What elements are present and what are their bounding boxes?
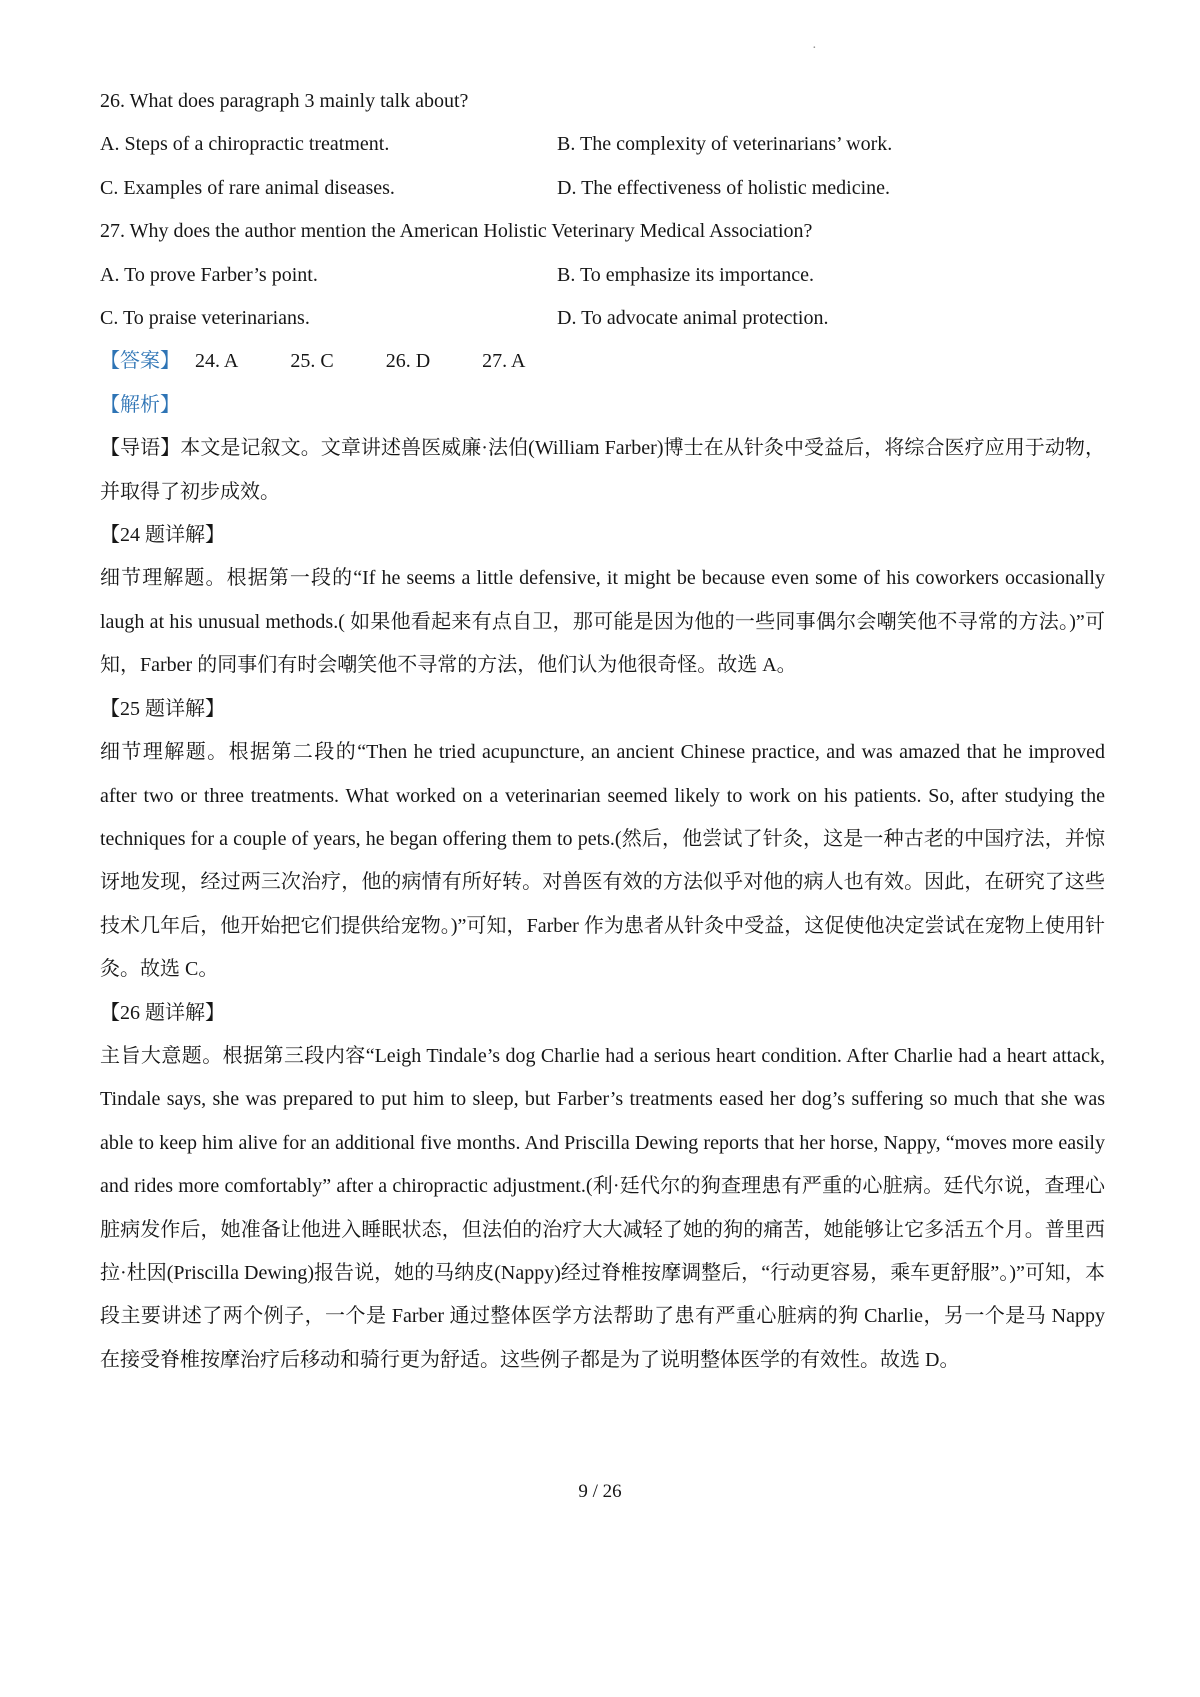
answer-27: 27. A <box>482 350 526 373</box>
question-27-option-b: B. To emphasize its importance. <box>557 263 815 286</box>
question-26-stem: 26. What does paragraph 3 mainly talk about? <box>100 90 469 112</box>
document-content <box>100 80 1105 1382</box>
analysis-tag: 【解析】 <box>100 393 180 416</box>
analysis-intro <box>100 427 1105 514</box>
question-27-option-a: A. To prove Farber’s point. <box>100 263 318 286</box>
section-24-heading: 【24 题详解】 <box>100 524 225 547</box>
question-26-option-a: A. Steps of a chiropractic treatment. <box>100 133 390 156</box>
question-26-options-row-1 <box>100 123 1105 166</box>
stray-mark: · <box>812 41 817 56</box>
answers-tag: 【答案】 <box>100 350 180 373</box>
answer-26: 26. D <box>385 350 431 373</box>
answer-25: 25. C <box>290 350 334 373</box>
section-26-body: 主旨大意题。根据第三段内容“Leigh Tindale’s dog Charlie had a serious heart condition. After Charlie had a heart attack, Tindale says, she was prepared to put him to sleep, but Farber’s treatments eased her dog’s suffering so much that she was able to keep him alive for an additional five months. And Priscilla Dewing reports that her horse, Nappy, “moves more easily and rides more comfortably” after a chiropractic adjustment.(利·廷代尔的狗查理患有严重的心脏病。廷代尔说，查理心脏病发作后，她准备让他进入睡眠状态，但法伯的治疗大大减轻了她的狗的痛苦，她能够让它多活五个月。普里西拉·杜因(Priscilla Dewing)报告说，她的马纳皮(Nappy)经过脊椎按摩调整后，“行动更容易，乘车更舒服”。)”可知，本段主要讲述了两个例子，一个是 Farber 通过整体医学方法帮助了患有严重心脏病的狗 Charlie，另一个是马 Nappy 在接受脊椎按摩治疗后移动和骑行更为舒适。这些例子都是为了说明整体医学的有效性。故选 D。 <box>100 1044 1105 1371</box>
question-26-options-row-2 <box>100 167 1105 210</box>
section-25-heading: 【25 题详解】 <box>100 697 225 720</box>
question-27-option-d: D. To advocate animal protection. <box>557 307 829 330</box>
section-24-body: 细节理解题。根据第一段的“If he seems a little defensive, it might be because even some of his coworkers occasionally laugh at his unusual methods.( 如果他看起来有点自卫，那可能是因为他的一些同事偶尔会嘲笑他不寻常的方法。)”可知，Farber 的同事们有时会嘲笑他不寻常的方法，他们认为他很奇怪。故选 A。 <box>100 567 1105 677</box>
analysis-intro-tag: 【导语】 <box>100 437 181 460</box>
section-25-body: 细节理解题。根据第二段的“Then he tried acupuncture, an ancient Chinese practice, and was amazed that he improved after two or three treatments. What worked on a veterinarian seemed likely to work on his patients. So, after studying the techniques for a couple of years, he began offering them to pets.(然后，他尝试了针灸，这是一种古老的中国疗法，并惊讶地发现，经过两三次治疗，他的病情有所好转。对兽医有效的方法似乎对他的病人也有效。因此，在研究了这些技术几年后，他开始把它们提供给宠物。)”可知，Farber 作为患者从针灸中受益，这促使他决定尝试在宠物上使用针灸。故选 C。 <box>100 741 1105 981</box>
section-26-heading: 【26 题详解】 <box>100 1001 225 1024</box>
question-27-option-c: C. To praise veterinarians. <box>100 307 310 330</box>
question-27-options-row-1 <box>100 254 1105 297</box>
answer-24: 24. A <box>195 350 239 373</box>
question-26-option-c: C. Examples of rare animal diseases. <box>100 176 395 199</box>
question-27-stem: 27. Why does the author mention the American Holistic Veterinary Medical Association? <box>100 220 813 243</box>
analysis-intro-text: 本文是记叙文。文章讲述兽医威廉·法伯(William Farber)博士在从针灸中受益后，将综合医疗应用于动物，并取得了初步成效。 <box>100 437 1105 503</box>
answers-line <box>100 340 1105 383</box>
page-number: 9 / 26 <box>578 1481 622 1502</box>
question-26-option-b: B. The complexity of veterinarians’ work. <box>557 133 893 156</box>
question-27-options-row-2 <box>100 297 1105 340</box>
question-26-option-d: D. The effectiveness of holistic medicine. <box>557 176 891 199</box>
